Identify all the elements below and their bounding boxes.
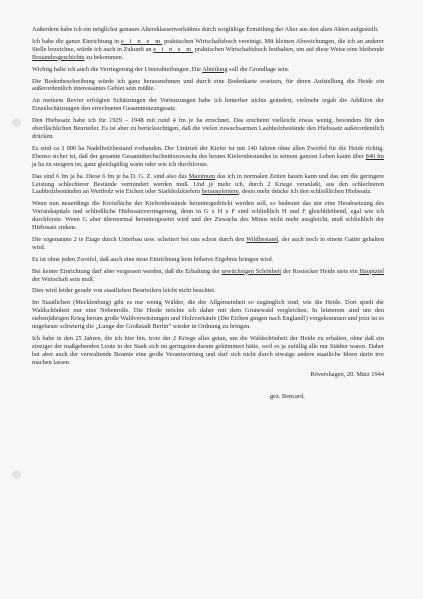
punch-hole: [12, 118, 21, 127]
paragraph: Wenn nun neuerdings die Kreisfläche der Kiefernbestände heruntergedrückt werden soll, so bedeutet das nur eine Herabsetzung des Vorratskapitals und schließliche Hiebssatzverringerung, denn in G x H x F sind schließlich H und F gleichbleibend, egal wie ich durchforste. Wenn G aber übernormal heruntergesetzt wird und der Zuwachs des Minus nicht mehr ausgleicht, muß schließlich der Hiebssatz sinken.: [32, 200, 384, 232]
paragraph: Das sind 6 fm ja ha. Diese 6 fm je ha D. G. Z. sind also das Maximum das ich in normalen Zeiten hauen kann und das um die geringere Leistung schlechterer Bestände vermindert werden muß. Und je mehr ich, durch 2 Kriege veranlaßt, aus den schlechteren Laubholzbeständen an Wertholz wie Eichen oder Starkholzkiefern herausplentere, desto mehr drücke ich den schließlichen Hiebssatz.: [32, 172, 385, 196]
paragraph: Es sind ca 3 000 ha Nadelholzbestand vorhanden. Der Umtrieb der Kiefer ist mit 140 Jahren ohne allen Zweifel für die Heide richtig. Ebenso sicher ist, daß der gesamte Gesamtdurchschnittszuwachs des besten Kiefernbestandes in seinem ganzen Leben kaum über 840 fm ja ha zu steigern ist, ganz gleichgültig wann oder wie ich durchforste.: [32, 144, 384, 168]
paragraph: Den Hiebssatz habe ich für 1929 – 1948 mit rund 4 fm je ha errechnet. Das erscheint vielleicht etwas wenig, besonders für den oberflächlichen Beurteiler. Es ist aber zu berücksichtigen, daß die vielen zuwachsarmen Laubholzbestände den Hiebssatz außerordentlich drücken.: [32, 117, 384, 140]
paragraph: Ich habe die ganze Einrichtung in e i n e m praktischen Wirtschaftsbuch vereinigt. Mit kleinen Abweichungen, die ich an anderer Stelle bezeichne, würde ich auch in Zukunft an e i n e m praktischen Wirtschaftsbuch festhalten, um auf diese Weise eine bleibende Bestandesgeschichte zu bekommen.: [32, 37, 384, 61]
letter-body: [32, 26, 384, 400]
signature: gez. Bencard.: [270, 392, 305, 400]
underlined-text: Maximum: [188, 172, 216, 180]
place-date: Rövershagen, 20. März 1944: [310, 370, 384, 378]
paragraph: Wichtig halte ich auch die Verringerung der Unterabteilungen. Die Abteilung soll die Grundlage sein.: [32, 65, 290, 73]
punch-hole: [12, 470, 21, 479]
underlined-text: Abteilung: [202, 65, 228, 73]
underlined-text: 840 fm: [365, 152, 384, 160]
underlined-text: Bestandesgeschichte: [32, 53, 85, 61]
underlined-text: Wildbestand: [246, 235, 278, 243]
paragraph: Ich habe in den 25 Jahren, die ich hier bin, trotz der 2 Kriege alles getan, um die Waldschönheit der Heide zu erhalten, ohne daß ein einziger der maßgebenden Leute in der Stadt sich im geringsten darum gekümmert hätte, weil es ja zufällig alle nur Städter waren. Daher hat aber auch der verwaltende Beamte eine große Verantwortung und darf sich nicht durch etwaige andere staatliche Ideen darin irre machen lassen.: [32, 335, 384, 366]
paragraph: Die sogenannte 2 te Etage durch Unterbau usw. scheitert bei uns schon durch den Wildbestand, der auch noch in einem Gatter gehalten wird.: [32, 235, 384, 251]
paragraph: Bei keiner Einrichtung darf aber vergessen werden, daß die Erhaltung der urwüchsigen Schönheit der Rostocker Heide stets ein Hauptziel der Wirtschaft sein muß.: [32, 267, 384, 283]
underlined-text: Hauptziel: [359, 267, 384, 275]
underlined-text: herausplentere: [201, 188, 239, 196]
paragraph: Die Bodenbeschreibung würde ich ganz herausnehmen und durch eine Bodenkarte ersetzen, für deren Aufstellung die Heide ein außerordentlich interessantes Gebiet sein müßte.: [32, 77, 384, 93]
underlined-text: e i n e m: [153, 45, 194, 53]
underlined-text: urwüchsigen Schönheit: [221, 267, 282, 275]
paragraph: Im Staatlichen (Mecklenburg) gibt es nur wenig Wälder, die der Allgemeinheit so zugänglich sind, wie die Heide. Dort spielt die Waldschönheit nur eine Nebenrolle. Die Heide möchte ich daher mit dem Grunewald vergleichen. In letzterem sind um den siebenjährigen Krieg herum große Waldverwüstungen und Holzverkäufe (Die Eichen gingen nach England!) vorgekommen und jetzt ist es ungeheuer schwierig die „Lunge der Großstadt Berlin“ wieder in Ordnung zu bringen.: [32, 299, 384, 331]
paragraph: Dies wird leider gerade von staatlichen Beurteilern leicht nicht beachtet.: [32, 287, 216, 295]
paragraph: Es ist ohne jeden Zweifel, daß auch eine neue Einrichtung kein höheres Ergebnis bringen wird.: [32, 255, 274, 263]
paragraph: Außerdem habe ich ein möglichst genaues Altersklassenverhältnis durch sorgfältige Ermittlung der Alter aus den alten Akten aufgestellt.: [32, 26, 379, 33]
paragraph: An meinem Revier erfolgten Schätzungen der Vornutzungen habe ich hinterher nichts geändert, vielmehr ergab die Addition der Einzelschätzungen den errechneten Gesamtnutzungssatz.: [32, 97, 384, 113]
underlined-text: e i n e m: [121, 37, 163, 45]
